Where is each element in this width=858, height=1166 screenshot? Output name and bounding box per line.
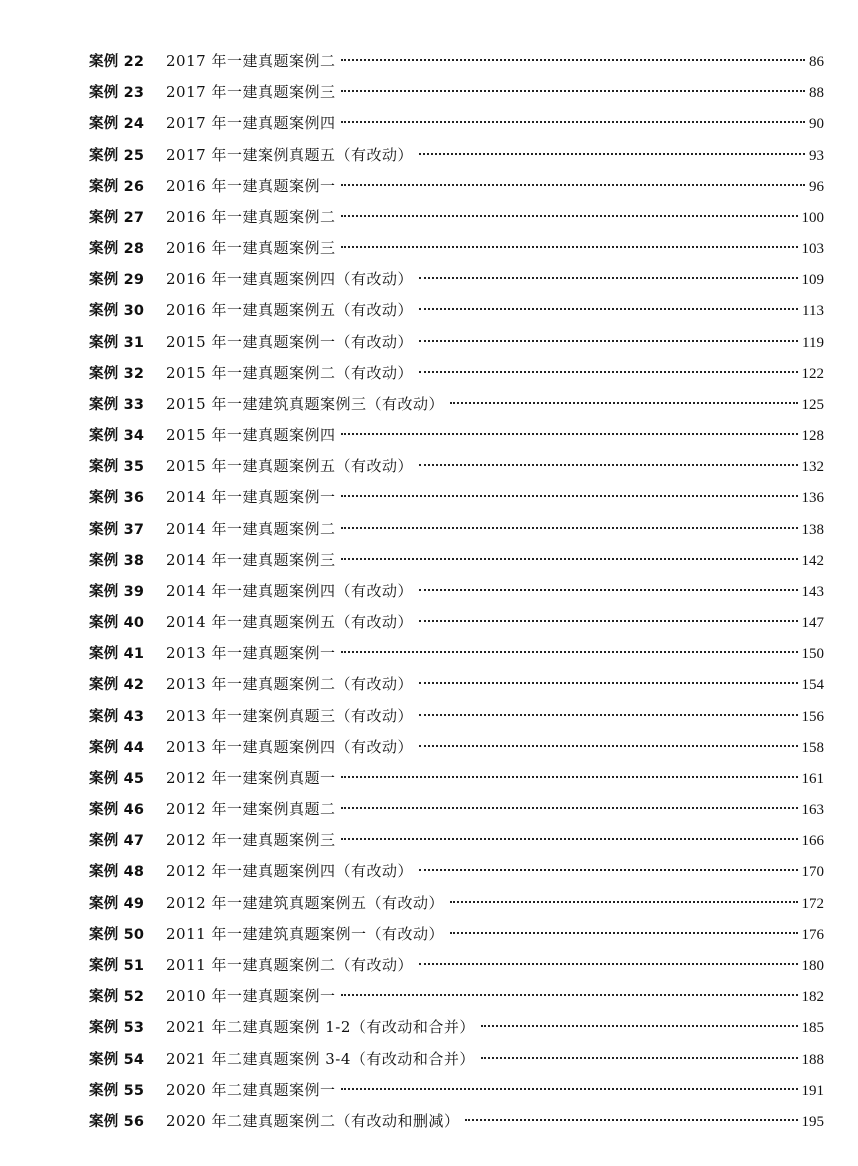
case-title: 2014 年一建真题案例三 xyxy=(166,550,336,569)
toc-entry[interactable] xyxy=(89,766,824,797)
dot-leader xyxy=(341,776,797,778)
case-number-label: 案例 37 xyxy=(89,521,145,538)
case-number-label: 案例 42 xyxy=(89,677,145,694)
page-number: 96 xyxy=(809,178,824,195)
page-number: 86 xyxy=(809,54,824,70)
case-number-label: 案例 47 xyxy=(89,833,145,850)
case-number-label: 案例 24 xyxy=(89,116,145,133)
page-number: 88 xyxy=(809,85,824,102)
case-number-label: 案例 41 xyxy=(89,646,145,663)
toc-entry[interactable] xyxy=(89,672,824,703)
dot-leader xyxy=(419,277,798,279)
dot-leader xyxy=(419,371,798,373)
toc-entry[interactable] xyxy=(89,361,824,392)
toc-entry[interactable] xyxy=(89,454,824,485)
toc-entry[interactable] xyxy=(89,1078,824,1109)
page-number: 125 xyxy=(801,396,824,413)
case-number-label: 案例 35 xyxy=(89,459,145,476)
case-title: 2016 年一建真题案例三 xyxy=(166,239,336,258)
toc-entry[interactable] xyxy=(89,548,824,579)
case-title: 2016 年一建真题案例一 xyxy=(166,176,336,195)
case-number-label: 案例 44 xyxy=(89,739,145,756)
page-number: 138 xyxy=(801,521,824,538)
case-number-label: 案例 54 xyxy=(89,1051,145,1068)
dot-leader xyxy=(450,901,798,903)
page-number: 119 xyxy=(802,334,824,351)
case-number-label: 案例 27 xyxy=(89,209,145,226)
toc-entry[interactable] xyxy=(89,423,824,454)
page-number: 156 xyxy=(801,708,824,725)
case-number-label: 案例 26 xyxy=(89,178,145,195)
toc-entry[interactable] xyxy=(89,610,824,641)
toc-entry[interactable] xyxy=(89,579,824,610)
case-title: 2017 年一建真题案例二 xyxy=(166,52,336,70)
dot-leader xyxy=(419,589,798,591)
dot-leader xyxy=(341,90,805,92)
page-number: 191 xyxy=(801,1082,824,1099)
case-number-label: 案例 55 xyxy=(89,1082,145,1099)
case-number-label: 案例 45 xyxy=(89,770,145,787)
case-number-label: 案例 30 xyxy=(89,303,145,320)
case-title: 2011 年一建真题案例二（有改动） xyxy=(166,955,413,974)
case-title: 2015 年一建真题案例二（有改动） xyxy=(166,363,413,382)
dot-leader xyxy=(481,1025,798,1027)
dot-leader xyxy=(419,464,798,466)
dot-leader xyxy=(419,340,798,342)
case-title: 2012 年一建真题案例四（有改动） xyxy=(166,862,413,881)
toc-entry[interactable] xyxy=(89,859,824,890)
dot-leader xyxy=(341,59,805,61)
page-number: 158 xyxy=(801,739,824,756)
page-number: 93 xyxy=(809,147,824,164)
case-title: 2011 年一建建筑真题案例一（有改动） xyxy=(166,924,444,943)
dot-leader xyxy=(419,963,798,965)
case-number-label: 案例 32 xyxy=(89,365,145,382)
page-number: 122 xyxy=(801,365,824,382)
dot-leader xyxy=(341,215,797,217)
page-number: 185 xyxy=(801,1020,824,1037)
case-title: 2017 年一建真题案例四 xyxy=(166,114,336,133)
page-number: 163 xyxy=(801,802,824,819)
toc-entry[interactable] xyxy=(89,267,824,298)
case-title: 2017 年一建案例真题五（有改动） xyxy=(166,145,413,164)
toc-entry[interactable] xyxy=(89,485,824,516)
case-number-label: 案例 23 xyxy=(89,85,145,102)
toc-entry[interactable] xyxy=(89,704,824,735)
case-number-label: 案例 46 xyxy=(89,802,145,819)
case-number-label: 案例 22 xyxy=(89,54,145,70)
case-number-label: 案例 43 xyxy=(89,708,145,725)
dot-leader xyxy=(419,682,798,684)
dot-leader xyxy=(341,527,797,529)
table-of-contents xyxy=(89,49,824,1140)
case-title: 2014 年一建真题案例四（有改动） xyxy=(166,581,413,600)
toc-entry-list xyxy=(89,49,824,1140)
page-number: 172 xyxy=(801,895,824,912)
dot-leader xyxy=(341,246,797,248)
case-number-label: 案例 51 xyxy=(89,957,145,974)
dot-leader xyxy=(465,1119,797,1121)
toc-entry[interactable] xyxy=(89,984,824,1015)
case-title: 2015 年一建真题案例五（有改动） xyxy=(166,457,413,476)
case-number-label: 案例 50 xyxy=(89,926,145,943)
case-title: 2014 年一建真题案例二 xyxy=(166,519,336,538)
toc-entry[interactable] xyxy=(89,111,824,142)
toc-entry[interactable] xyxy=(89,80,824,111)
dot-leader xyxy=(341,433,797,435)
dot-leader xyxy=(450,932,798,934)
dot-leader xyxy=(450,402,798,404)
case-title: 2013 年一建真题案例二（有改动） xyxy=(166,675,413,694)
page-number: 154 xyxy=(801,677,824,694)
dot-leader xyxy=(341,838,797,840)
toc-entry[interactable] xyxy=(89,143,824,174)
case-title: 2015 年一建真题案例四 xyxy=(166,426,336,445)
case-title: 2016 年一建真题案例二 xyxy=(166,207,336,226)
case-number-label: 案例 34 xyxy=(89,428,145,445)
case-title: 2010 年一建真题案例一 xyxy=(166,987,336,1006)
case-title: 2012 年一建案例真题一 xyxy=(166,768,336,787)
dot-leader xyxy=(419,620,798,622)
dot-leader xyxy=(481,1057,798,1059)
case-number-label: 案例 39 xyxy=(89,583,145,600)
case-title: 2016 年一建真题案例五（有改动） xyxy=(166,301,413,320)
case-number-label: 案例 40 xyxy=(89,615,145,632)
page-number: 136 xyxy=(801,490,824,507)
toc-entry[interactable] xyxy=(89,392,824,423)
dot-leader xyxy=(341,121,805,123)
dot-leader xyxy=(419,714,798,716)
case-title: 2015 年一建真题案例一（有改动） xyxy=(166,332,413,351)
case-title: 2012 年一建真题案例三 xyxy=(166,831,336,850)
page-number: 142 xyxy=(801,552,824,569)
case-number-label: 案例 52 xyxy=(89,989,145,1006)
page-number: 147 xyxy=(801,615,824,632)
dot-leader xyxy=(341,807,797,809)
case-number-label: 案例 25 xyxy=(89,147,145,164)
toc-entry[interactable] xyxy=(89,205,824,236)
dot-leader xyxy=(419,869,798,871)
case-title: 2013 年一建案例真题三（有改动） xyxy=(166,706,413,725)
case-title: 2020 年二建真题案例二（有改动和删减） xyxy=(166,1111,460,1130)
case-number-label: 案例 33 xyxy=(89,396,145,413)
case-title: 2021 年二建真题案例 3-4（有改动和合并） xyxy=(166,1049,475,1068)
page-number: 109 xyxy=(801,272,824,289)
case-number-label: 案例 49 xyxy=(89,895,145,912)
page-number: 170 xyxy=(801,864,824,881)
toc-entry[interactable] xyxy=(89,298,824,329)
case-number-label: 案例 38 xyxy=(89,552,145,569)
case-title: 2015 年一建建筑真题案例三（有改动） xyxy=(166,394,444,413)
toc-entry[interactable] xyxy=(89,517,824,548)
page-number: 113 xyxy=(802,303,824,320)
page-number: 182 xyxy=(801,989,824,1006)
toc-entry[interactable] xyxy=(89,1047,824,1078)
toc-entry[interactable] xyxy=(89,174,824,205)
toc-entry[interactable] xyxy=(89,1015,824,1046)
page-number: 161 xyxy=(801,770,824,787)
page-number: 176 xyxy=(801,926,824,943)
case-number-label: 案例 48 xyxy=(89,864,145,881)
dot-leader xyxy=(419,308,798,310)
page-number: 132 xyxy=(801,459,824,476)
toc-entry[interactable] xyxy=(89,1109,824,1140)
page-number: 90 xyxy=(809,116,824,133)
dot-leader xyxy=(419,153,805,155)
case-title: 2016 年一建真题案例四（有改动） xyxy=(166,270,413,289)
toc-entry[interactable] xyxy=(89,236,824,267)
page-number: 180 xyxy=(801,957,824,974)
page-number: 188 xyxy=(801,1051,824,1068)
toc-entry[interactable] xyxy=(89,891,824,922)
page-number: 128 xyxy=(801,428,824,445)
toc-entry[interactable] xyxy=(89,953,824,984)
case-title: 2014 年一建真题案例五（有改动） xyxy=(166,613,413,632)
dot-leader xyxy=(341,184,805,186)
case-number-label: 案例 31 xyxy=(89,334,145,351)
case-title: 2012 年一建案例真题二 xyxy=(166,800,336,819)
dot-leader xyxy=(341,495,797,497)
case-title: 2021 年二建真题案例 1-2（有改动和合并） xyxy=(166,1018,475,1037)
toc-entry[interactable] xyxy=(89,330,824,361)
toc-entry[interactable] xyxy=(89,49,824,80)
dot-leader xyxy=(341,558,797,560)
page-number: 143 xyxy=(801,583,824,600)
dot-leader xyxy=(341,651,797,653)
toc-entry[interactable] xyxy=(89,735,824,766)
case-number-label: 案例 36 xyxy=(89,490,145,507)
dot-leader xyxy=(341,1088,797,1090)
dot-leader xyxy=(419,745,798,747)
dot-leader xyxy=(341,994,797,996)
case-title: 2013 年一建真题案例四（有改动） xyxy=(166,737,413,756)
page-number: 103 xyxy=(801,241,824,258)
case-title: 2012 年一建建筑真题案例五（有改动） xyxy=(166,893,444,912)
page-number: 166 xyxy=(801,833,824,850)
toc-entry[interactable] xyxy=(89,641,824,672)
toc-entry[interactable] xyxy=(89,797,824,828)
case-title: 2020 年二建真题案例一 xyxy=(166,1080,336,1099)
case-title: 2017 年一建真题案例三 xyxy=(166,83,336,102)
case-number-label: 案例 53 xyxy=(89,1020,145,1037)
page-number: 100 xyxy=(801,209,824,226)
toc-entry[interactable] xyxy=(89,922,824,953)
case-number-label: 案例 56 xyxy=(89,1113,145,1130)
toc-entry[interactable] xyxy=(89,828,824,859)
page-number: 195 xyxy=(801,1113,824,1130)
case-title: 2013 年一建真题案例一 xyxy=(166,644,336,663)
case-number-label: 案例 29 xyxy=(89,272,145,289)
page-number: 150 xyxy=(801,646,824,663)
case-number-label: 案例 28 xyxy=(89,241,145,258)
case-title: 2014 年一建真题案例一 xyxy=(166,488,336,507)
